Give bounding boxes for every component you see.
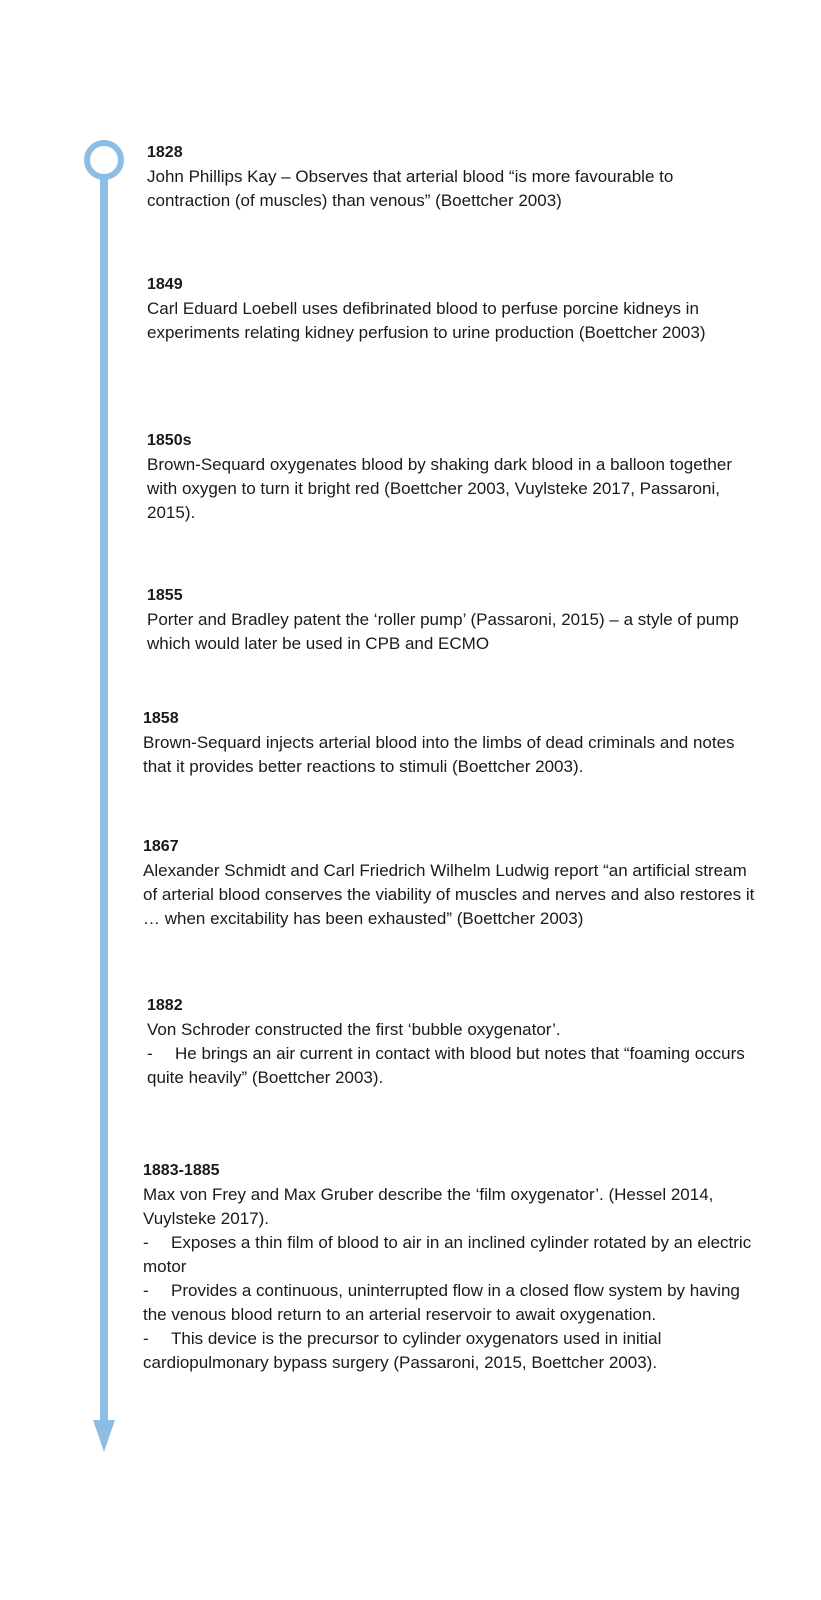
entry-text: Alexander Schmidt and Carl Friedrich Wilhelm Ludwig report “an artificial stream of arterial blood conserves the viability of muscles and nerves and also restores it … when excitability has been exhausted” (Boettcher 2003)	[143, 861, 755, 928]
entry-year: 1858	[143, 710, 179, 727]
timeline-entry-1850s	[147, 430, 757, 525]
entry-bullet	[143, 1327, 753, 1375]
bullet-text: This device is the precursor to cylinder oxygenators used in initial cardiopulmonary bypass surgery (Passaroni, 2015, Boettcher 2003).	[143, 1329, 662, 1372]
entry-text: Von Schroder constructed the first ‘bubble oxygenator’.	[147, 1020, 561, 1039]
entry-text: Brown-Sequard oxygenates blood by shaking dark blood in a balloon together with oxygen to turn it bright red (Boettcher 2003, Vuylsteke 2017, Passaroni, 2015).	[147, 455, 733, 522]
timeline-entry-1883-1885	[143, 1160, 753, 1375]
entry-bullet	[143, 1279, 753, 1327]
entry-text: John Phillips Kay – Observes that arterial blood “is more favourable to contraction (of muscles) than venous” (Boettcher 2003)	[147, 167, 674, 210]
entry-text: Max von Frey and Max Gruber describe the ‘film oxygenator’. (Hessel 2014, Vuylsteke 2017).	[143, 1185, 714, 1228]
entry-text: Carl Eduard Loebell uses defibrinated blood to perfuse porcine kidneys in experiments relating kidney perfusion to urine production (Boettcher 2003)	[147, 299, 706, 342]
timeline-start-circle-icon	[84, 140, 124, 180]
bullet-text: Provides a continuous, uninterrupted flow in a closed flow system by having the venous blood return to an arterial reservoir to await oxygenation.	[143, 1281, 740, 1324]
entry-year: 1867	[143, 838, 179, 855]
entry-year: 1882	[147, 997, 183, 1014]
entry-bullet	[147, 1042, 757, 1090]
bullet-marker: -	[143, 1329, 149, 1348]
timeline-entry-1867	[143, 836, 758, 931]
entry-year: 1855	[147, 587, 183, 604]
timeline-entry-1858	[143, 708, 753, 779]
entry-year: 1849	[147, 276, 183, 293]
entry-year: 1883-1885	[143, 1162, 220, 1179]
bullet-text: He brings an air current in contact with blood but notes that “foaming occurs quite heavily” (Boettcher 2003).	[147, 1044, 745, 1087]
entry-text: Porter and Bradley patent the ‘roller pump’ (Passaroni, 2015) – a style of pump which would later be used in CPB and ECMO	[147, 610, 739, 653]
bullet-text: Exposes a thin film of blood to air in an inclined cylinder rotated by an electric motor	[143, 1233, 752, 1276]
entry-bullet	[143, 1231, 753, 1279]
entry-year: 1850s	[147, 432, 192, 449]
bullet-marker: -	[143, 1281, 149, 1300]
timeline-line	[100, 174, 108, 1430]
bullet-marker: -	[143, 1233, 149, 1252]
timeline-entry-1855	[147, 585, 757, 656]
bullet-marker: -	[147, 1044, 153, 1063]
timeline-entry-1849	[147, 274, 757, 345]
entry-text: Brown-Sequard injects arterial blood into the limbs of dead criminals and notes that it provides better reactions to stimuli (Boettcher 2003).	[143, 733, 735, 776]
entry-year: 1828	[147, 144, 183, 161]
timeline-end-arrow-icon	[93, 1420, 115, 1452]
timeline-entry-1882	[147, 995, 757, 1090]
timeline-entry-1828	[147, 142, 757, 213]
